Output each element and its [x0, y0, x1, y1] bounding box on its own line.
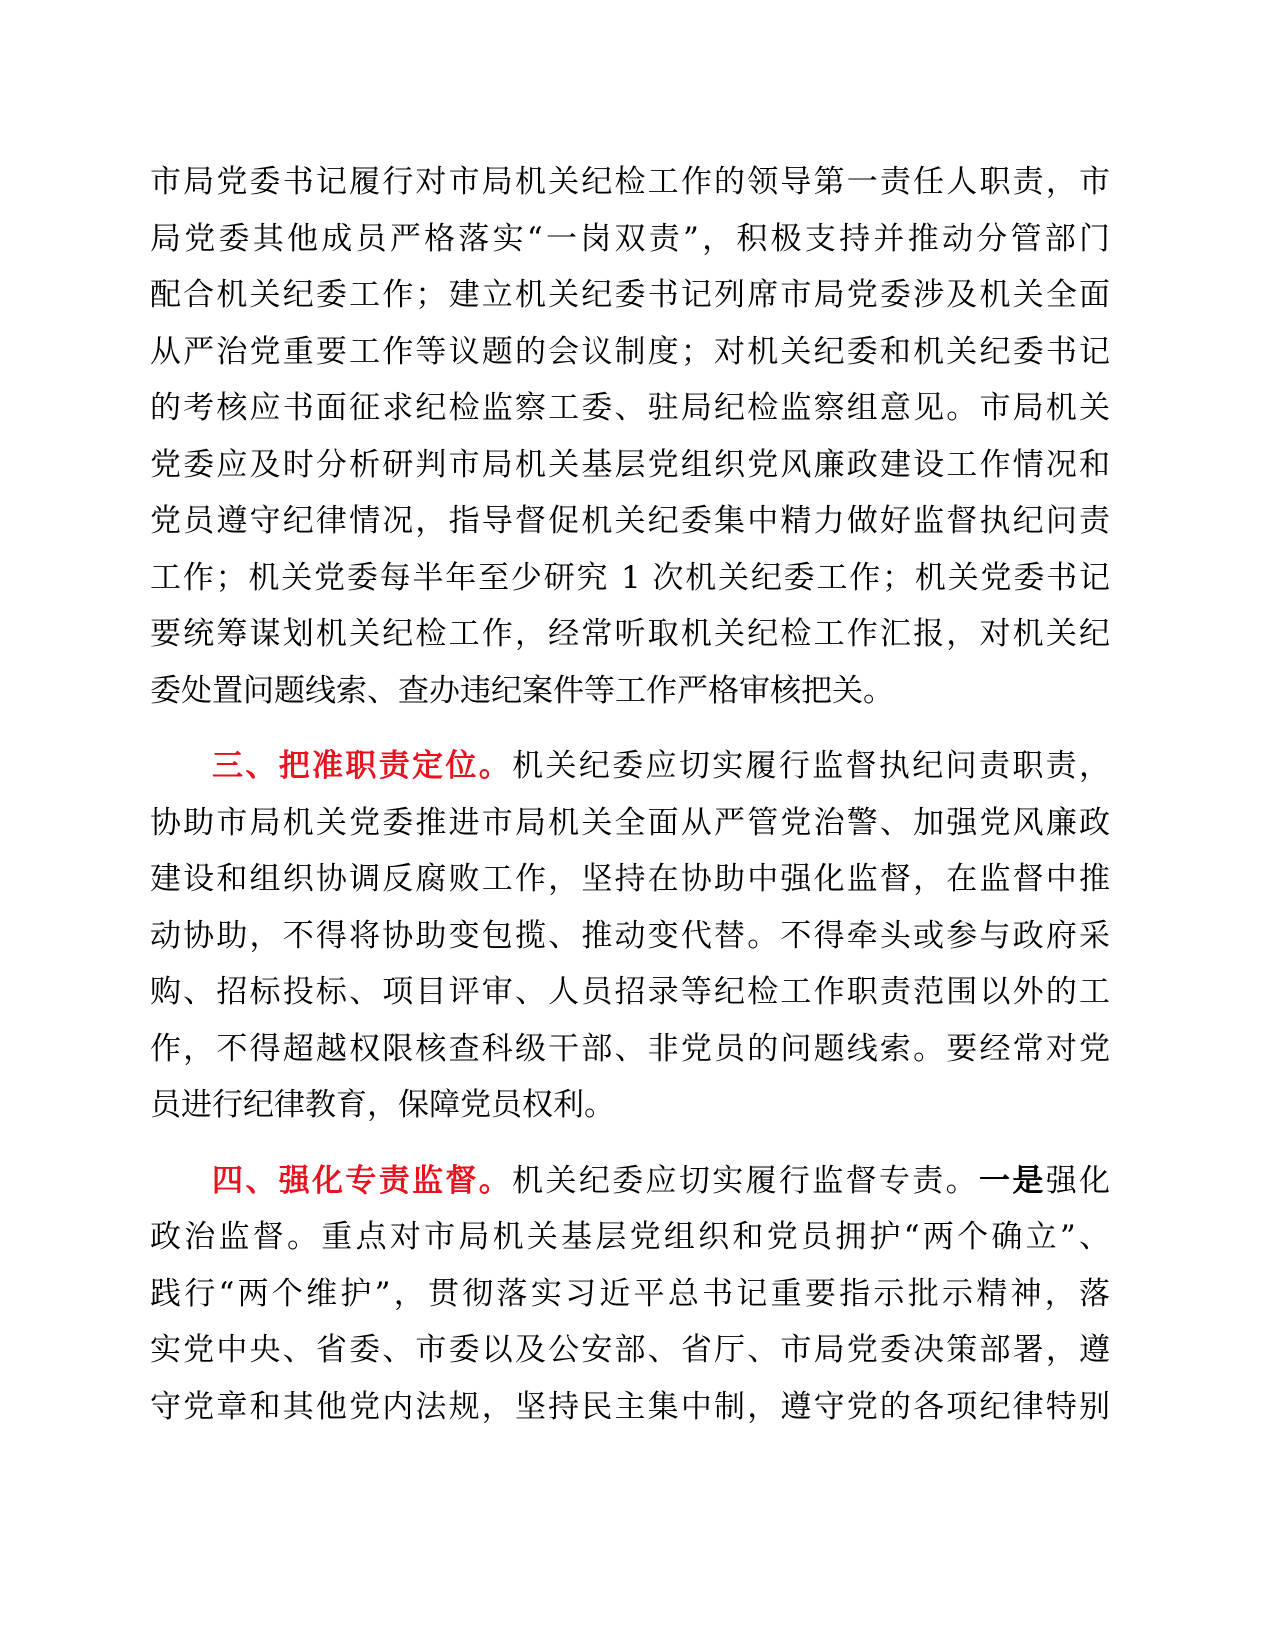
- text-line: 政治监督。重点对市局机关基层党组织和党员拥护“两个确立”、: [150, 1219, 1110, 1255]
- text-line: 党委应及时分析研判市局机关基层党组织党风廉政建设工作情况和: [150, 446, 1110, 483]
- text-line: 工作；机关党委每半年至少研究 1 次机关纪委工作；机关党委书记: [150, 559, 1110, 596]
- paragraph-section-four: [150, 1153, 1110, 1436]
- text-run: 机关纪委应切实履行监督执纪问责职责，: [512, 748, 1111, 784]
- text-line: 局党委其他成员严格落实“一岗双责”，积极支持并推动分管部门: [150, 220, 1110, 257]
- text-line: 建设和组织协调反腐败工作，坚持在协助中强化监督，在监督中推: [150, 861, 1110, 897]
- paragraph-party-committee-duties: [150, 154, 1110, 719]
- text-line: 委处置问题线索、查办违纪案件等工作严格审核把关。: [150, 672, 894, 709]
- section-heading: 四、强化专责监督。: [212, 1162, 513, 1199]
- bold-run: 一是: [978, 1162, 1046, 1199]
- paragraph-gap: [150, 1134, 1110, 1153]
- text-line: 作，不得超越权限核查科级干部、非党员的问题线索。要经常对党: [150, 1030, 1110, 1067]
- text-line: 协助市局机关党委推进市局机关全面从严管党治警、加强党风廉政: [150, 804, 1110, 841]
- text-run: 强化: [1045, 1162, 1111, 1199]
- text-line: 要统筹谋划机关纪检工作，经常听取机关纪检工作汇报，对机关纪: [150, 616, 1110, 652]
- document-page: [150, 154, 1110, 1435]
- paragraph-section-three: [150, 738, 1110, 1134]
- section-heading: 三、把准职责定位。: [212, 748, 513, 784]
- text-line: 购、招标投标、项目评审、人员招录等纪检工作职责范围以外的工: [150, 974, 1110, 1010]
- text-line: 从严治党重要工作等议题的会议制度；对机关纪委和机关纪委书记: [150, 333, 1110, 370]
- text-line: 践行“两个维护”，贯彻落实习近平总书记重要指示批示精神，落: [150, 1275, 1110, 1312]
- text-line: 配合机关纪委工作；建立机关纪委书记列席市局党委涉及机关全面: [150, 277, 1110, 313]
- text-line: 实党中央、省委、市委以及公安部、省厅、市局党委决策部署，遵: [150, 1332, 1110, 1368]
- text-line: 党员遵守纪律情况，指导督促机关纪委集中精力做好监督执纪问责: [150, 503, 1110, 539]
- text-line: 员进行纪律教育，保障党员权利。: [150, 1087, 615, 1123]
- text-line: 的考核应书面征求纪检监察工委、驻局纪检监察组意见。市局机关: [150, 390, 1110, 426]
- paragraph-gap: [150, 719, 1110, 738]
- text-line: [150, 1153, 1110, 1210]
- text-line: [150, 738, 1110, 795]
- text-line: 市局党委书记履行对市局机关纪检工作的领导第一责任人职责，市: [150, 164, 1110, 200]
- text-line: 动协助，不得将协助变包揽、推动变代替。不得牵头或参与政府采: [150, 917, 1110, 954]
- text-line: 守党章和其他党内法规，坚持民主集中制，遵守党的各项纪律特别: [150, 1388, 1110, 1425]
- text-run: 机关纪委应切实履行监督专责。: [512, 1162, 979, 1199]
